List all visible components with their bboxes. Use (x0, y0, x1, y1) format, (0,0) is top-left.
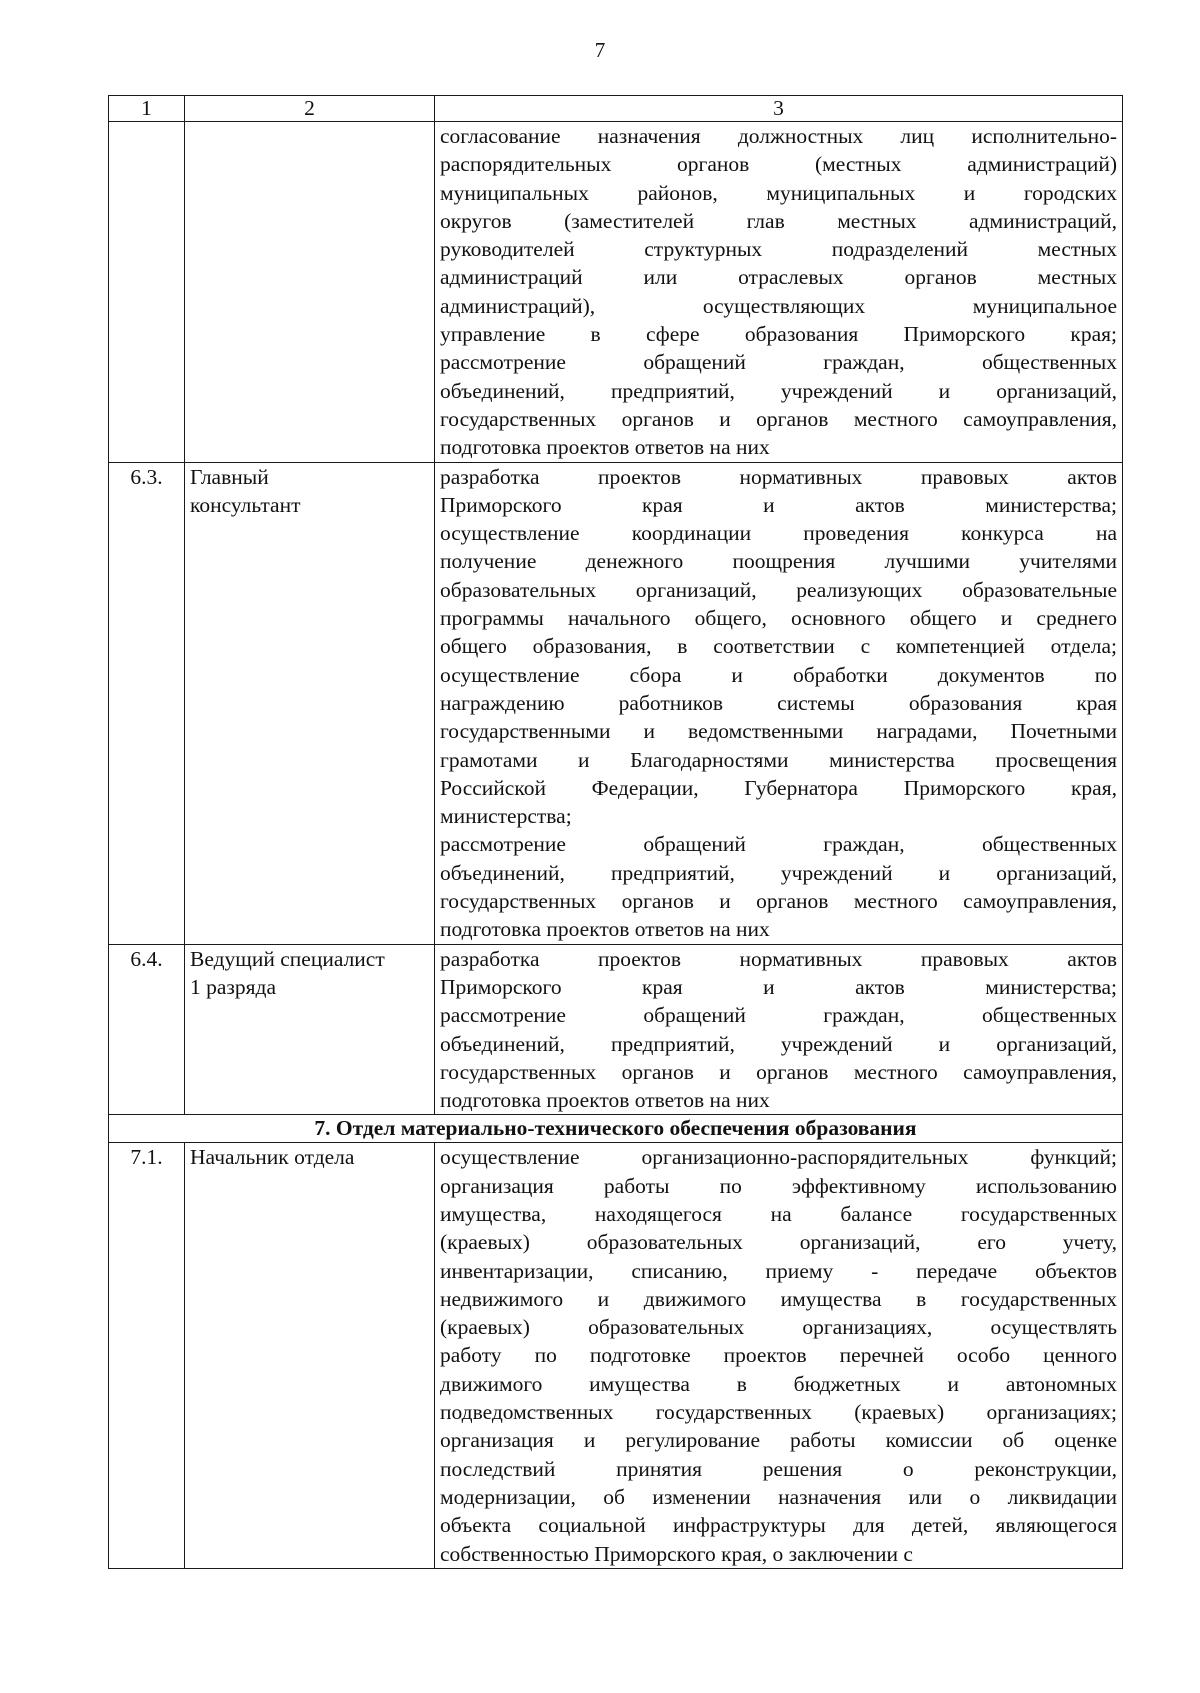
duty-line: разработка проектов нормативных правовых актов (440, 464, 1117, 489)
duty-line: подведомственных государственных (краевых) организациях; (440, 1400, 1117, 1425)
duty-line: организация работы по эффективному использованию (440, 1173, 1117, 1198)
position-title-line: Главный (190, 464, 269, 489)
duty-line: осуществление сбора и обработки документов по (440, 662, 1117, 687)
duty-line: управление в сфере образования Приморского края; (440, 322, 1117, 347)
section-header-row (109, 1115, 1123, 1143)
staff-duties-table (108, 95, 1123, 1569)
duty-line: объединений, предприятий, учреждений и организаций, (440, 860, 1117, 885)
table-header-row (109, 96, 1123, 122)
position-title (185, 944, 435, 1115)
duties-cell (435, 1143, 1123, 1568)
duties-cell (435, 462, 1123, 944)
duty-line: подготовка проектов ответов на них (440, 435, 770, 460)
row-number: 6.3. (109, 462, 185, 944)
duty-line: распорядительных органов (местных администраций) (440, 152, 1117, 177)
duty-line: движимого имущества в бюджетных и автономных (440, 1371, 1117, 1396)
duty-line: администраций или отраслевых органов местных (440, 265, 1117, 290)
duty-line: согласование назначения должностных лиц исполнительно- (440, 124, 1117, 148)
duty-line: муниципальных районов, муниципальных и городских (440, 180, 1117, 205)
duty-line: руководителей структурных подразделений местных (440, 237, 1117, 262)
position-title-line: консультант (190, 492, 301, 517)
duty-line: программы начального общего, основного общего и среднего (440, 606, 1117, 631)
duty-line: грамотами и Благодарностями министерства просвещения (440, 747, 1117, 772)
duty-line: Российской Федерации, Губернатора Приморского края, (440, 775, 1117, 800)
table-row (109, 944, 1123, 1115)
position-title (185, 122, 435, 463)
duty-line: образовательных организаций, реализующих образовательные (440, 577, 1117, 602)
duty-line: объекта социальной инфраструктуры для детей, являющегося (440, 1513, 1117, 1538)
duty-line: инвентаризации, списанию, приему - передаче объектов (440, 1258, 1117, 1283)
row-number: 7.1. (109, 1143, 185, 1568)
duty-line: получение денежного поощрения лучшими учителями (440, 549, 1117, 574)
duty-line: подготовка проектов ответов на них (440, 917, 770, 942)
column-header-2: 2 (185, 96, 435, 122)
position-title-line: Начальник отдела (190, 1145, 355, 1170)
duty-line: разработка проектов нормативных правовых актов (440, 946, 1117, 971)
column-header-3: 3 (435, 96, 1123, 122)
table-row (109, 462, 1123, 944)
duty-line: имущества, находящегося на балансе государственных (440, 1201, 1117, 1226)
duty-line: государственных органов и органов местного самоуправления, (440, 889, 1117, 914)
duty-line: рассмотрение обращений граждан, общественных (440, 832, 1117, 857)
duties-cell (435, 944, 1123, 1115)
duty-line: объединений, предприятий, учреждений и организаций, (440, 1031, 1117, 1056)
row-number (109, 122, 185, 463)
page-number: 7 (594, 38, 606, 62)
table-row-continuation (109, 122, 1123, 463)
duty-line: работу по подготовке проектов перечней особо ценного (440, 1343, 1117, 1368)
position-title (185, 462, 435, 944)
table-row (109, 1143, 1123, 1568)
duty-line: государственными и ведомственными наградами, Почетными (440, 719, 1117, 744)
duty-line: общего образования, в соответствии с компетенцией отдела; (440, 634, 1117, 659)
duty-line: округов (заместителей глав местных администраций, (440, 208, 1117, 233)
duty-line: награждению работников системы образования края (440, 690, 1117, 715)
duty-line: министерства; (440, 804, 572, 829)
duty-line: государственных органов и органов местного самоуправления, (440, 406, 1117, 431)
duties-cell (435, 122, 1123, 463)
duty-line: подготовка проектов ответов на них (440, 1088, 770, 1113)
column-header-1: 1 (109, 96, 185, 122)
duty-line: организация и регулирование работы комиссии об оценке (440, 1428, 1117, 1453)
section-title: 7. Отдел материально-технического обеспечения образования (109, 1115, 1123, 1143)
duty-line: рассмотрение обращений граждан, общественных (440, 350, 1117, 375)
duty-line: последствий принятия решения о реконструкции, (440, 1456, 1117, 1481)
duty-line: объединений, предприятий, учреждений и организаций, (440, 378, 1117, 403)
duty-line: недвижимого и движимого имущества в государственных (440, 1286, 1117, 1311)
position-title-line: 1 разряда (190, 974, 277, 999)
duty-line: (краевых) образовательных организаций, его учету, (440, 1230, 1117, 1255)
duty-line: администраций), осуществляющих муниципальное (440, 293, 1117, 318)
duty-line: государственных органов и органов местного самоуправления, (440, 1059, 1117, 1084)
row-number: 6.4. (109, 944, 185, 1115)
duty-line: собственностью Приморского края, о заключении с (440, 1541, 913, 1566)
position-title-line: Ведущий специалист (190, 946, 385, 971)
duty-line: модернизации, об изменении назначения или о ликвидации (440, 1484, 1117, 1509)
duty-line: рассмотрение обращений граждан, общественных (440, 1003, 1117, 1028)
duty-line: (краевых) образовательных организациях, осуществлять (440, 1315, 1117, 1340)
duty-line: Приморского края и актов министерства; (440, 974, 1117, 999)
duty-line: Приморского края и актов министерства; (440, 492, 1117, 517)
duty-line: осуществление координации проведения конкурса на (440, 521, 1117, 546)
position-title (185, 1143, 435, 1568)
duty-line: осуществление организационно-распорядительных функций; (440, 1145, 1117, 1170)
